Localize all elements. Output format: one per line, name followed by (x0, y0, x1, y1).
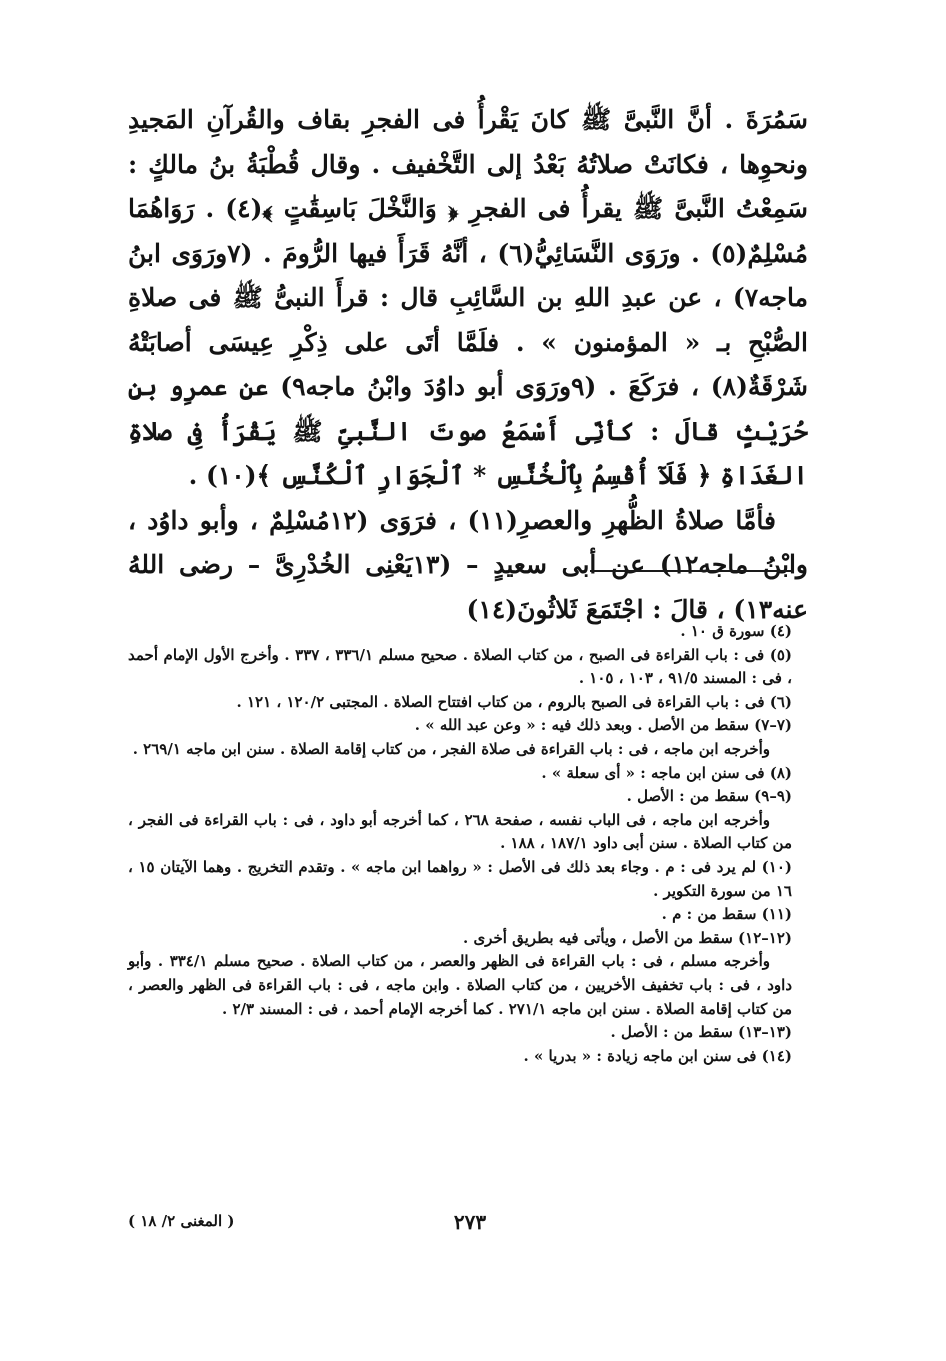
main-paragraph: سَمُرَةَ . أنَّ النَّبىَّ ﷺ كانَ يَقْرأُ فى الفجرِ بقاف والقُرآنِ المَجيدِ ونحوِها ، فكانَتْ صلاتُهُ بَعْدُ إلى التَّخْفيف . وقال قُطْبَةُ بنُ مالكٍ : سَمِعْتُ النَّبىَّ ﷺ يقرأُ فى الفجرِ ﴿ وَالنَّخْلَ بَاسِقَٰتٍ ﴾(٤) . رَوَاهُمَا مُسْلِمٌ(٥) . ورَوَى النَّسَائِيُّ(٦) ، أنَّهُ قَرَأَ فيها الرُّومَ . (٧ورَوَى ابنُ ماجه٧) ، عن عبدِ اللهِ بن السَّائِبِ قال : قرأَ النبىُّ ﷺ فى صلاةِ الصُّبْحِ بـ « المؤمنون » . فلَمَّا أتَى على ذِكْرِ عِيسَى أصابَتْهُ شَرْقَةٌ(٨) ، فرَكَعَ . (٩ورَوَى أبو داوُدَ وابْنُ ماجه٩) عن عمرِو بنِ حُرَيْثٍ قالَ : كأنِّى أَسْمَعُ صوتَ النَّبىِّ ﷺ يَقْرَأُ فِى صلاةِ الغَدَاةِ ﴿ فَلَآ أُقْسِمُ بِٱلْخُنَّسِ * ٱلْجَوَارِ ٱلْكُنَّسِ ﴾(١٠) . (128, 105, 808, 490)
page-number: ٢٧٣ (453, 1210, 487, 1234)
footnote: (١٣–١٣) سقط من : الأصل . (610, 1023, 792, 1042)
footnote-continuation: وأخرجه مسلم ، فى : باب القراءة فى الظهر والعصر ، من كتاب الصلاة . صحيح مسلم ٣٣٤/١ . وأبو داود ، فى : باب تخفيف الأخريين ، من كتاب الصلاة . وابن ماجه ، فى : باب القراءة فى الظهر والعصر ، من كتاب إقامة الصلاة . سنن ابن ماجه ٢٧١/١ . كما أخرجه الإمام أحمد ، فى : المسند ٢/٣ . (128, 952, 792, 1018)
footnote-separator (590, 570, 794, 572)
footnote: (١٢–١٢) سقط من الأصل ، ويأتى فيه بطريق أخرى . (463, 928, 792, 947)
footnote: (٨) فى سنن ابن ماجه : « أى سعلة » . (541, 763, 792, 782)
footnote: (٥) فى : باب القراءة فى الصبح ، من كتاب الصلاة . صحيح مسلم ٣٣٦/١ ، ٣٣٧ . وأخرج الأول الإمام أحمد ، فى : المسند ٩١/٥ ، ١٠٣ ، ١٠٥ . (128, 645, 792, 688)
footnote: (٧–٧) سقط من الأصل . وبعد ذلك فيه : « وعن عبد الله » . (414, 716, 792, 735)
footnote: (١٤) فى سنن ابن ماجه زيادة : « بدريا » . (523, 1046, 792, 1065)
footnote: (٤) سورة ق ١٠ . (680, 622, 792, 640)
footnote: (٩–٩) سقط من : الأصل . (626, 787, 792, 806)
footnote-continuation: وأخرجه ابن ماجه ، فى الباب نفسه ، صفحة ٢٦٨ ، كما أخرجه أبو داود ، فى : باب القراءة فى الفجر ، من كتاب الصلاة . سنن أبى داود ١٨٧/١ ، ١٨٨ . (128, 810, 792, 853)
footnotes-block (128, 620, 792, 1068)
footnote: (٦) فى : باب القراءة فى الصبح بالروم ، من كتاب افتتاح الصلاة . المجتبى ١٢٠/٢ ، ١٢١ . (236, 692, 792, 711)
volume-page-reference: ( المغنى ٢/ ١٨ ) (128, 1212, 235, 1230)
main-paragraph: فأمَّا صلاةُ الظُّهرِ والعصرِ(١١) ، فرَوَى (١٢مُسْلِمٌ ، وأبو داوُد ، وابْنُ ماجه١٢) عن أبى سعيدٍ – (١٣يَعْنِى الخُدْرِىَّ – رضى اللهُ عنه١٣) ، قالَ : اجْتَمَعَ ثَلاثُونَ(١٤) (128, 505, 809, 624)
footnote-continuation: وأخرجه ابن ماجه ، فى : باب القراءة فى صلاة الفجر ، من كتاب إقامة الصلاة . سنن ابن ماجه ٢٦٩/١ . (132, 739, 770, 758)
footnote: (١٠) لم يرد فى : م . وجاء بعد ذلك فى الأصل : « رواهما ابن ماجه » . وتقدم التخريج . وهما الآيتان ١٥ ، ١٦ من سورة التكوير . (128, 857, 792, 900)
main-text-block (128, 98, 808, 632)
footnote: (١١) سقط من : م . (661, 905, 792, 924)
